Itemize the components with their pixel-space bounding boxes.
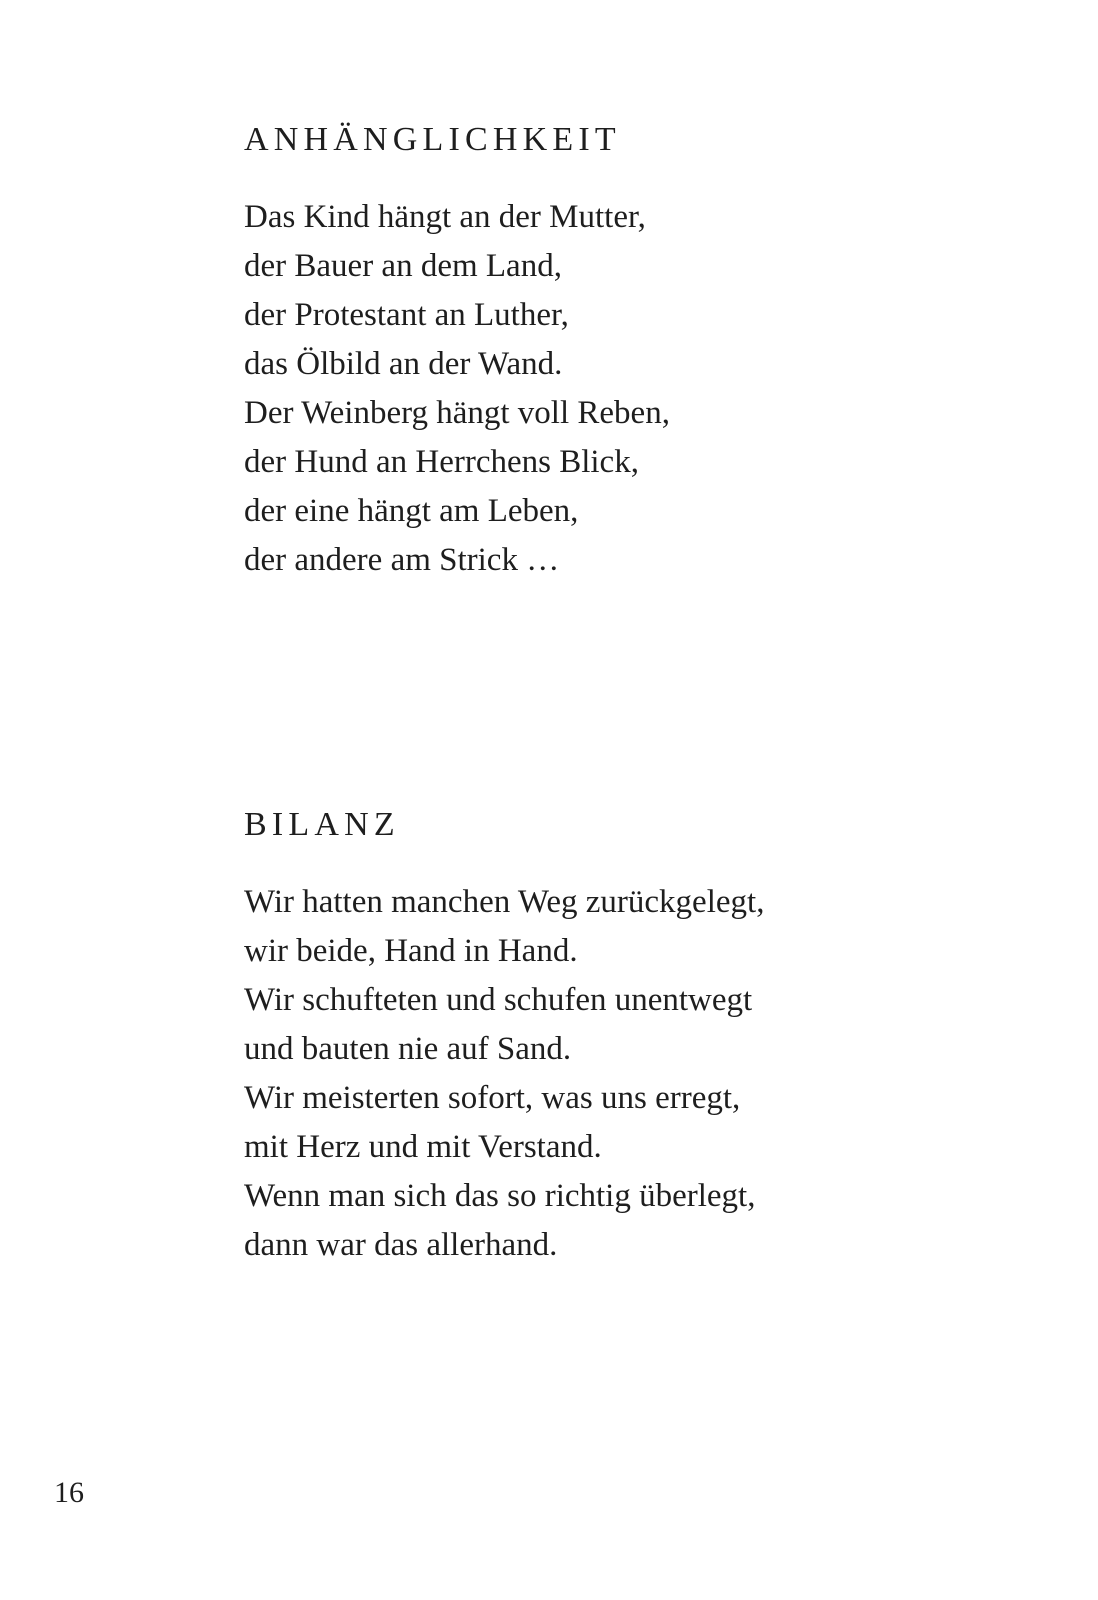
verse-line: Der Weinberg hängt voll Reben, (244, 395, 670, 431)
verse-line: Wir hatten manchen Weg zurückgelegt, (244, 884, 765, 920)
poem-title: BILANZ (244, 806, 400, 843)
verse-line: dann war das allerhand. (244, 1227, 558, 1263)
poem-verse (244, 193, 670, 585)
verse-line: der Bauer an dem Land, (244, 248, 562, 284)
verse-line: der eine hängt am Leben, (244, 493, 579, 529)
verse-line: wir beide, Hand in Hand. (244, 933, 578, 969)
verse-line: Wir meisterten sofort, was uns erregt, (244, 1080, 741, 1116)
verse-line: der Hund an Herrchens Blick, (244, 444, 639, 480)
verse-line: Das Kind hängt an der Mutter, (244, 199, 646, 235)
poem-title: ANHÄNGLICHKEIT (244, 121, 621, 158)
verse-line: Wenn man sich das so richtig überlegt, (244, 1178, 756, 1214)
verse-line: der Protestant an Luther, (244, 297, 569, 333)
verse-line: das Ölbild an der Wand. (244, 346, 563, 382)
poem-bilanz (244, 805, 764, 1270)
poem-verse (244, 878, 764, 1270)
verse-line: und bauten nie auf Sand. (244, 1031, 572, 1067)
verse-line: mit Herz und mit Verstand. (244, 1129, 602, 1165)
verse-line: Wir schufteten und schufen unentwegt (244, 982, 753, 1018)
poem-anhaenglichkeit (244, 120, 670, 585)
verse-line: der andere am Strick … (244, 542, 560, 578)
page-number: 16 (54, 1476, 84, 1509)
